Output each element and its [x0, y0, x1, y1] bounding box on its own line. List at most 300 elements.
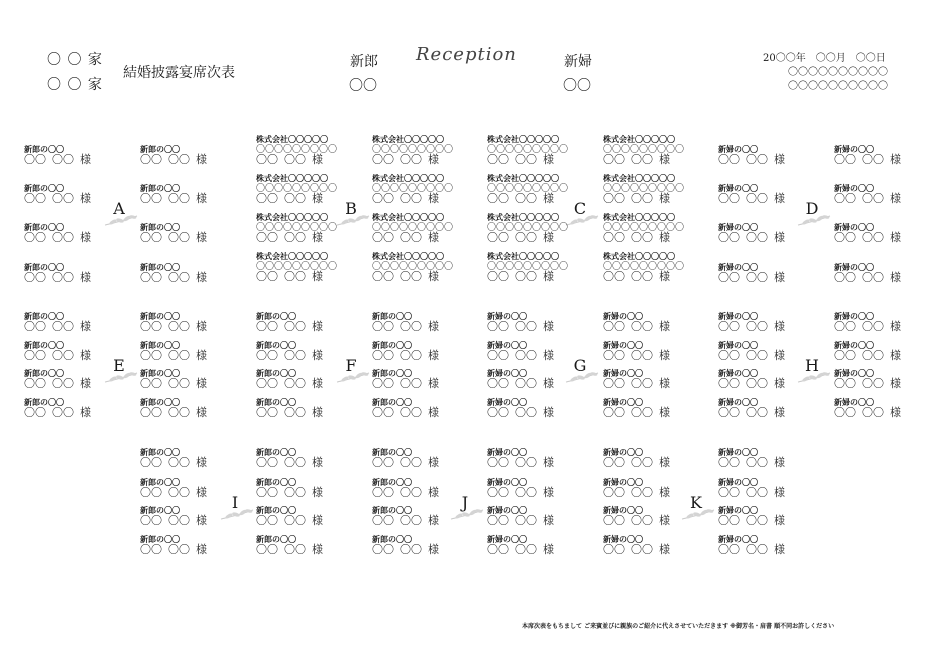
honorific: 様 — [774, 153, 785, 166]
leaf-sprig-icon — [449, 507, 485, 523]
guest-seat — [718, 369, 785, 389]
guest-family-name: 〇〇 — [256, 514, 278, 527]
guest-relation: 新婦の〇〇 — [603, 478, 643, 487]
guest-seat — [718, 535, 785, 555]
honorific: 様 — [659, 543, 670, 556]
table-label-d: D — [805, 199, 819, 218]
guest-name — [718, 408, 785, 418]
guest-relation: 新婦の〇〇 — [718, 184, 758, 193]
guest-given-name: 〇〇 — [168, 486, 190, 499]
guest-given-name: 〇〇 — [284, 320, 306, 333]
guest-title: 〇〇〇〇〇〇〇〇〇 — [372, 223, 454, 233]
guest-name — [24, 155, 91, 165]
honorific: 様 — [543, 270, 554, 283]
guest-family-name: 〇〇 — [256, 543, 278, 556]
guest-relation: 新婦の〇〇 — [834, 263, 874, 272]
guest-name — [834, 322, 901, 332]
guest-name — [487, 351, 554, 361]
guest-family-name: 〇〇 — [603, 456, 625, 469]
guest-family-name: 〇〇 — [372, 406, 394, 419]
guest-relation: 新婦の〇〇 — [718, 263, 758, 272]
guest-company: 株式会社〇〇〇〇〇 — [487, 252, 559, 261]
guest-given-name: 〇〇 — [168, 377, 190, 390]
guest-family-name: 〇〇 — [603, 349, 625, 362]
guest-name — [718, 155, 785, 165]
guest-relation: 新郎の〇〇 — [140, 184, 180, 193]
guest-seat — [603, 535, 670, 555]
guest-company: 株式会社〇〇〇〇〇 — [372, 252, 444, 261]
guest-name — [834, 155, 901, 165]
guest-name — [603, 194, 684, 204]
guest-relation: 新郎の〇〇 — [140, 448, 180, 457]
guest-family-name: 〇〇 — [24, 377, 46, 390]
guest-name — [140, 273, 207, 283]
guest-given-name: 〇〇 — [284, 377, 306, 390]
guest-seat — [256, 174, 337, 204]
honorific: 様 — [80, 349, 91, 362]
guest-name — [140, 155, 207, 165]
guest-given-name: 〇〇 — [400, 349, 422, 362]
table-label-a: A — [113, 199, 125, 218]
guest-family-name: 〇〇 — [256, 377, 278, 390]
guest-family-name: 〇〇 — [487, 153, 509, 166]
guest-seat — [718, 506, 785, 526]
guest-name — [487, 545, 554, 555]
guest-name — [834, 408, 901, 418]
guest-family-name: 〇〇 — [372, 486, 394, 499]
guest-name — [372, 272, 453, 282]
guest-name — [603, 272, 684, 282]
guest-name — [256, 545, 323, 555]
guest-name — [603, 322, 670, 332]
guest-name — [718, 233, 785, 243]
guest-relation: 新郎の〇〇 — [140, 312, 180, 321]
guest-seat — [256, 252, 337, 282]
guest-name — [834, 194, 901, 204]
guest-title: 〇〇〇〇〇〇〇〇〇 — [603, 184, 685, 194]
guest-name — [487, 408, 554, 418]
guest-given-name: 〇〇 — [746, 349, 768, 362]
guest-title: 〇〇〇〇〇〇〇〇〇 — [487, 262, 569, 272]
guest-given-name: 〇〇 — [284, 270, 306, 283]
guest-seat — [487, 448, 554, 468]
guest-name — [603, 545, 670, 555]
guest-given-name: 〇〇 — [862, 320, 884, 333]
venue-line-1: 〇〇〇〇〇〇〇〇〇〇 — [788, 67, 888, 78]
guest-name — [372, 458, 439, 468]
guest-given-name: 〇〇 — [862, 377, 884, 390]
guest-given-name: 〇〇 — [400, 153, 422, 166]
leaf-sprig-icon — [219, 507, 255, 523]
honorific: 様 — [543, 192, 554, 205]
guest-seat — [140, 145, 207, 165]
guest-relation: 新郎の〇〇 — [372, 341, 412, 350]
guest-relation: 新郎の〇〇 — [256, 312, 296, 321]
guest-seat — [487, 506, 554, 526]
guest-given-name: 〇〇 — [631, 456, 653, 469]
honorific: 様 — [196, 486, 207, 499]
guest-family-name: 〇〇 — [718, 514, 740, 527]
guest-given-name: 〇〇 — [168, 349, 190, 362]
guest-relation: 新婦の〇〇 — [487, 312, 527, 321]
honorific: 様 — [774, 192, 785, 205]
guest-given-name: 〇〇 — [168, 514, 190, 527]
guest-seat — [372, 135, 453, 165]
guest-seat — [372, 312, 439, 332]
guest-name — [718, 488, 785, 498]
guest-relation: 新婦の〇〇 — [718, 341, 758, 350]
guest-name — [372, 155, 453, 165]
guest-name — [140, 408, 207, 418]
guest-name — [140, 516, 207, 526]
guest-family-name: 〇〇 — [372, 192, 394, 205]
guest-given-name: 〇〇 — [746, 406, 768, 419]
leaf-sprig-icon — [796, 370, 832, 386]
guest-relation: 新婦の〇〇 — [603, 398, 643, 407]
guest-name — [834, 233, 901, 243]
honorific: 様 — [312, 456, 323, 469]
guest-relation: 新婦の〇〇 — [834, 145, 874, 154]
guest-name — [140, 545, 207, 555]
bride-family-name: 〇 〇 家 — [47, 77, 103, 93]
guest-seat — [718, 223, 785, 243]
guest-family-name: 〇〇 — [256, 456, 278, 469]
honorific: 様 — [774, 271, 785, 284]
guest-seat — [603, 369, 670, 389]
honorific: 様 — [543, 456, 554, 469]
honorific: 様 — [80, 192, 91, 205]
guest-name — [256, 408, 323, 418]
honorific: 様 — [890, 377, 901, 390]
guest-seat — [372, 506, 439, 526]
guest-relation: 新郎の〇〇 — [24, 398, 64, 407]
guest-family-name: 〇〇 — [140, 320, 162, 333]
guest-name — [372, 516, 439, 526]
guest-relation: 新郎の〇〇 — [256, 478, 296, 487]
guest-relation: 新郎の〇〇 — [256, 341, 296, 350]
guest-family-name: 〇〇 — [140, 192, 162, 205]
guest-name — [256, 488, 323, 498]
guest-title: 〇〇〇〇〇〇〇〇〇 — [372, 184, 454, 194]
guest-relation: 新郎の〇〇 — [140, 478, 180, 487]
guest-title: 〇〇〇〇〇〇〇〇〇 — [603, 262, 685, 272]
honorific: 様 — [890, 406, 901, 419]
guest-title: 〇〇〇〇〇〇〇〇〇 — [603, 223, 685, 233]
guest-seat — [487, 312, 554, 332]
guest-given-name: 〇〇 — [746, 231, 768, 244]
guest-relation: 新婦の〇〇 — [487, 478, 527, 487]
honorific: 様 — [659, 486, 670, 499]
guest-seat — [256, 535, 323, 555]
honorific: 様 — [80, 271, 91, 284]
guest-seat — [718, 263, 785, 283]
guest-given-name: 〇〇 — [631, 231, 653, 244]
guest-family-name: 〇〇 — [487, 349, 509, 362]
guest-family-name: 〇〇 — [718, 320, 740, 333]
guest-seat — [24, 223, 91, 243]
honorific: 様 — [774, 320, 785, 333]
guest-relation: 新婦の〇〇 — [603, 369, 643, 378]
guest-relation: 新郎の〇〇 — [372, 448, 412, 457]
guest-relation: 新郎の〇〇 — [140, 145, 180, 154]
guest-relation: 新婦の〇〇 — [834, 369, 874, 378]
guest-name — [718, 379, 785, 389]
honorific: 様 — [80, 153, 91, 166]
guest-seat — [372, 478, 439, 498]
guest-given-name: 〇〇 — [631, 270, 653, 283]
guest-seat — [603, 341, 670, 361]
guest-given-name: 〇〇 — [284, 349, 306, 362]
guest-seat — [24, 312, 91, 332]
honorific: 様 — [312, 543, 323, 556]
guest-seat — [603, 213, 684, 243]
guest-family-name: 〇〇 — [487, 377, 509, 390]
guest-seat — [487, 252, 568, 282]
guest-family-name: 〇〇 — [487, 231, 509, 244]
guest-given-name: 〇〇 — [515, 406, 537, 419]
guest-family-name: 〇〇 — [24, 349, 46, 362]
guest-seat — [487, 369, 554, 389]
guest-family-name: 〇〇 — [718, 406, 740, 419]
honorific: 様 — [312, 349, 323, 362]
guest-seat — [256, 135, 337, 165]
honorific: 様 — [80, 377, 91, 390]
guest-relation: 新婦の〇〇 — [603, 535, 643, 544]
guest-company: 株式会社〇〇〇〇〇 — [256, 213, 328, 222]
guest-name — [256, 458, 323, 468]
guest-family-name: 〇〇 — [603, 270, 625, 283]
honorific: 様 — [543, 543, 554, 556]
guest-given-name: 〇〇 — [52, 406, 74, 419]
guest-name — [256, 322, 323, 332]
guest-family-name: 〇〇 — [24, 231, 46, 244]
guest-company: 株式会社〇〇〇〇〇 — [487, 135, 559, 144]
guest-family-name: 〇〇 — [603, 320, 625, 333]
guest-given-name: 〇〇 — [746, 456, 768, 469]
guest-seat — [718, 398, 785, 418]
guest-given-name: 〇〇 — [400, 456, 422, 469]
guest-name — [372, 408, 439, 418]
guest-seat — [140, 398, 207, 418]
honorific: 様 — [196, 153, 207, 166]
guest-family-name: 〇〇 — [603, 486, 625, 499]
guest-relation: 新郎の〇〇 — [372, 369, 412, 378]
guest-name — [487, 458, 554, 468]
guest-family-name: 〇〇 — [834, 349, 856, 362]
guest-seat — [372, 174, 453, 204]
guest-relation: 新婦の〇〇 — [487, 535, 527, 544]
guest-given-name: 〇〇 — [746, 514, 768, 527]
guest-name — [372, 379, 439, 389]
honorific: 様 — [659, 270, 670, 283]
guest-relation: 新郎の〇〇 — [372, 478, 412, 487]
guest-given-name: 〇〇 — [52, 271, 74, 284]
honorific: 様 — [312, 192, 323, 205]
footer-note: 本席次表をもちまして ご来賓並びに親族のご紹介に代えさせていただきます ※御芳名・肩書 順不同お許しください — [522, 623, 835, 630]
guest-given-name: 〇〇 — [168, 231, 190, 244]
guest-family-name: 〇〇 — [140, 456, 162, 469]
guest-name — [487, 233, 568, 243]
guest-seat — [718, 478, 785, 498]
guest-seat — [24, 341, 91, 361]
guest-family-name: 〇〇 — [603, 231, 625, 244]
guest-name — [372, 545, 439, 555]
guest-seat — [834, 312, 901, 332]
guest-given-name: 〇〇 — [400, 192, 422, 205]
guest-family-name: 〇〇 — [140, 514, 162, 527]
guest-name — [256, 516, 323, 526]
guest-name — [256, 233, 337, 243]
guest-family-name: 〇〇 — [718, 271, 740, 284]
guest-seat — [372, 213, 453, 243]
honorific: 様 — [428, 320, 439, 333]
guest-family-name: 〇〇 — [256, 406, 278, 419]
guest-seat — [140, 535, 207, 555]
guest-seat — [834, 398, 901, 418]
guest-company: 株式会社〇〇〇〇〇 — [372, 135, 444, 144]
guest-given-name: 〇〇 — [284, 543, 306, 556]
guest-seat — [372, 398, 439, 418]
guest-given-name: 〇〇 — [631, 514, 653, 527]
guest-family-name: 〇〇 — [256, 192, 278, 205]
guest-seat — [603, 135, 684, 165]
guest-given-name: 〇〇 — [746, 271, 768, 284]
guest-relation: 新郎の〇〇 — [24, 312, 64, 321]
guest-given-name: 〇〇 — [284, 192, 306, 205]
honorific: 様 — [312, 231, 323, 244]
guest-family-name: 〇〇 — [718, 153, 740, 166]
guest-given-name: 〇〇 — [631, 486, 653, 499]
guest-given-name: 〇〇 — [631, 153, 653, 166]
honorific: 様 — [196, 456, 207, 469]
guest-relation: 新郎の〇〇 — [140, 398, 180, 407]
guest-family-name: 〇〇 — [487, 270, 509, 283]
guest-relation: 新婦の〇〇 — [834, 223, 874, 232]
guest-name — [24, 194, 91, 204]
guest-family-name: 〇〇 — [24, 271, 46, 284]
guest-relation: 新婦の〇〇 — [718, 312, 758, 321]
honorific: 様 — [659, 406, 670, 419]
honorific: 様 — [774, 349, 785, 362]
leaf-sprig-icon — [680, 507, 716, 523]
honorific: 様 — [774, 514, 785, 527]
guest-relation: 新婦の〇〇 — [718, 478, 758, 487]
leaf-sprig-icon — [335, 213, 371, 229]
honorific: 様 — [196, 406, 207, 419]
guest-seat — [487, 174, 568, 204]
guest-given-name: 〇〇 — [746, 377, 768, 390]
guest-name — [256, 351, 323, 361]
honorific: 様 — [428, 456, 439, 469]
honorific: 様 — [428, 349, 439, 362]
guest-name — [140, 488, 207, 498]
guest-given-name: 〇〇 — [168, 543, 190, 556]
guest-relation: 新郎の〇〇 — [140, 263, 180, 272]
guest-name — [603, 351, 670, 361]
guest-relation: 新郎の〇〇 — [24, 184, 64, 193]
guest-given-name: 〇〇 — [400, 377, 422, 390]
guest-family-name: 〇〇 — [140, 271, 162, 284]
guest-relation: 新婦の〇〇 — [718, 506, 758, 515]
guest-seat — [487, 341, 554, 361]
guest-name — [834, 273, 901, 283]
guest-relation: 新郎の〇〇 — [256, 448, 296, 457]
guest-family-name: 〇〇 — [603, 192, 625, 205]
guest-family-name: 〇〇 — [140, 377, 162, 390]
table-label-b: B — [345, 199, 357, 218]
guest-name — [718, 545, 785, 555]
guest-name — [603, 488, 670, 498]
guest-seat — [24, 145, 91, 165]
guest-relation: 新郎の〇〇 — [256, 506, 296, 515]
guest-title: 〇〇〇〇〇〇〇〇〇 — [256, 145, 338, 155]
guest-name — [603, 516, 670, 526]
guest-given-name: 〇〇 — [631, 543, 653, 556]
guest-relation: 新郎の〇〇 — [372, 312, 412, 321]
guest-relation: 新郎の〇〇 — [372, 506, 412, 515]
guest-given-name: 〇〇 — [515, 320, 537, 333]
guest-seat — [718, 312, 785, 332]
guest-title: 〇〇〇〇〇〇〇〇〇 — [372, 262, 454, 272]
honorific: 様 — [543, 231, 554, 244]
honorific: 様 — [659, 320, 670, 333]
guest-seat — [24, 263, 91, 283]
guest-name — [24, 351, 91, 361]
honorific: 様 — [543, 320, 554, 333]
guest-given-name: 〇〇 — [746, 192, 768, 205]
guest-given-name: 〇〇 — [515, 192, 537, 205]
honorific: 様 — [312, 406, 323, 419]
guest-seat — [140, 341, 207, 361]
guest-relation: 新婦の〇〇 — [487, 448, 527, 457]
guest-seat — [603, 252, 684, 282]
guest-family-name: 〇〇 — [372, 456, 394, 469]
guest-name — [140, 194, 207, 204]
guest-seat — [834, 341, 901, 361]
honorific: 様 — [659, 514, 670, 527]
guest-family-name: 〇〇 — [372, 543, 394, 556]
guest-given-name: 〇〇 — [862, 349, 884, 362]
honorific: 様 — [659, 456, 670, 469]
guest-family-name: 〇〇 — [718, 486, 740, 499]
guest-seat — [256, 369, 323, 389]
guest-company: 株式会社〇〇〇〇〇 — [372, 174, 444, 183]
honorific: 様 — [428, 270, 439, 283]
guest-company: 株式会社〇〇〇〇〇 — [603, 135, 675, 144]
honorific: 様 — [196, 231, 207, 244]
guest-company: 株式会社〇〇〇〇〇 — [487, 174, 559, 183]
guest-relation: 新婦の〇〇 — [718, 448, 758, 457]
table-label-f: F — [345, 356, 357, 375]
honorific: 様 — [774, 456, 785, 469]
guest-company: 株式会社〇〇〇〇〇 — [256, 174, 328, 183]
guest-given-name: 〇〇 — [400, 486, 422, 499]
guest-seat — [834, 263, 901, 283]
guest-family-name: 〇〇 — [372, 377, 394, 390]
honorific: 様 — [659, 349, 670, 362]
honorific: 様 — [312, 270, 323, 283]
guest-relation: 新郎の〇〇 — [24, 223, 64, 232]
guest-family-name: 〇〇 — [603, 153, 625, 166]
event-date: 20〇〇年 〇〇月 〇〇日 — [763, 53, 886, 64]
guest-family-name: 〇〇 — [372, 270, 394, 283]
guest-name — [718, 516, 785, 526]
guest-given-name: 〇〇 — [746, 543, 768, 556]
table-label-c: C — [573, 199, 587, 218]
reception-script-title: Reception — [416, 44, 517, 65]
guest-given-name: 〇〇 — [746, 153, 768, 166]
guest-family-name: 〇〇 — [372, 349, 394, 362]
